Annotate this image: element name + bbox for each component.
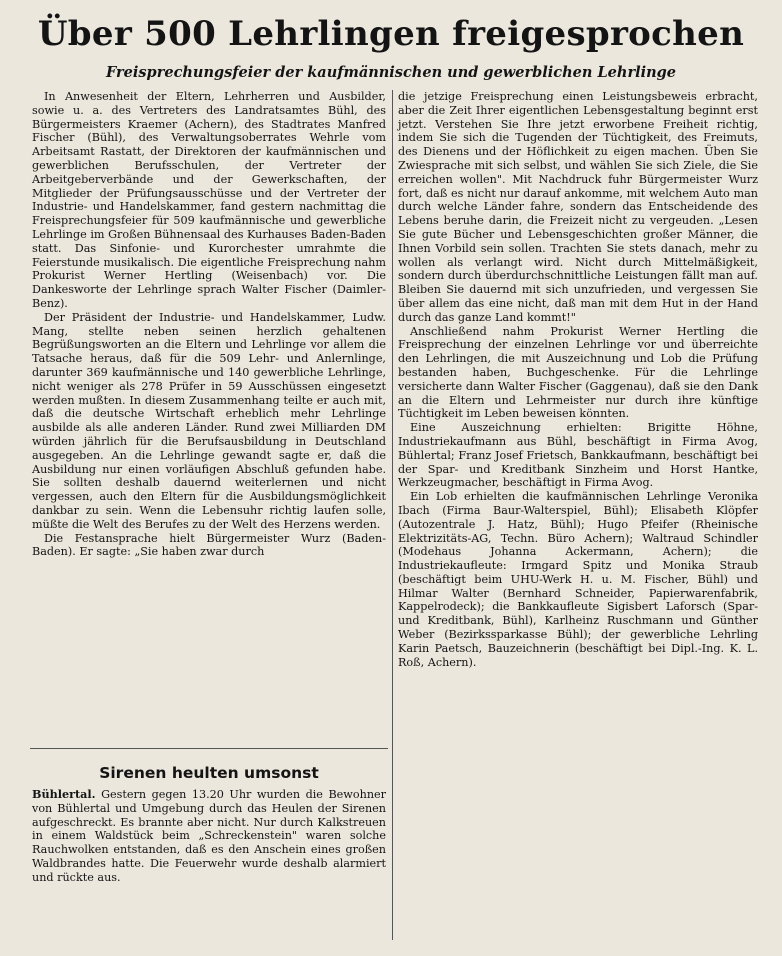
sub-article-title: Sirenen heulten umsonst [99, 764, 319, 782]
paragraph: die jetzige Freisprechung einen Leistungsbeweis erbracht, aber die Zeit Ihrer eigentlichen Lebensgestaltung beginnt erst jetzt. Verstehen Sie Ihre jetzt erworbene Freiheit richtig, indem Sie sich die Tugenden der Tüchtigkeit, des Freimuts, des Dienens und der Höflichkeit zu eigen machen. Üben Sie Zwiesprache mit sich selbst, und wählen Sie sich Ziele, die Sie erreichen wollen". Mit Nachdruck fuhr Bürgermeister Wurz fort, daß es nicht nur darauf ankomme, mit welchem Auto man durch welche Länder fahre, sondern das Entscheidende des Lebens beruhe darin, die Freizeit nicht zu vergeuden. „Lesen Sie gute Bücher und Lebensgeschichten großer Männer, die Ihnen Vorbild sein sollen. Trachten Sie stets danach, mehr zu wollen als verlangt wird. Nicht durch Mittelmäßigkeit, sondern durch überdurchschnittliche Leistungen fällt man auf. Bleiben Sie dauernd mit sich unzufrieden, und vergessen Sie über allem das eine nicht, daß man mit dem Hut in der Hand durch das ganze Land kommt!" [398, 90, 758, 324]
column-divider [392, 90, 393, 940]
paragraph: Anschließend nahm Prokurist Werner Hertling die Freisprechung der einzelnen Lehrlinge vor und überreichte den Lehrlingen, die mit Auszeichnung und Lob die Prüfung bestanden haben, Buchgeschenke. Für die Lehrlinge versicherte dann Walter Fischer (Gaggenau), daß sie den Dank an die Eltern und Lehrmeister nur durch ihre künftige Tüchtigkeit im Leben beweisen könnten. [398, 324, 758, 421]
paragraph: Ein Lob erhielten die kaufmännischen Lehrlinge Veronika Ibach (Firma Baur-Walterspiel, Bühl); Elisabeth Klöpfer (Autozentrale J. Hatz, Bühl); Hugo Pfeifer (Rheinische Elektrizitäts-AG, Techn. Büro Achern); Waltraud Schindler (Modehaus Johanna Ackermann, Achern); die Industriekaufleute: Irmgard Spitz und Monika Straub (beschäftigt beim UHU-Werk H. u. M. Fischer, Bühl) und Hilmar Walter (Bernhard Schneider, Papierwarenfabrik, Kappelrodeck); die Bankkaufleute Sigisbert Laforsch (Spar- und Kreditbank, Bühl), Karlheinz Ruschmann und Günther Weber (Bezirkssparkasse Bühl); der gewerbliche Lehrling Karin Paetsch, Bauzeichnerin (beschäftigt bei Dipl.-Ing. K. L. Roß, Achern). [398, 490, 758, 669]
paragraph [32, 788, 386, 885]
sub-article-body [32, 788, 386, 885]
article-subheadline: Freisprechungsfeier der kaufmännischen und gewerblichen Lehrlinge [105, 64, 677, 81]
paragraph: Die Festansprache hielt Bürgermeister Wurz (Baden-Baden). Er sagte: „Sie haben zwar durch [32, 531, 386, 559]
dateline: Bühlertal. [32, 787, 96, 801]
section-divider [30, 748, 388, 749]
left-column [32, 90, 386, 559]
paragraph: Der Präsident der Industrie- und Handelskammer, Ludw. Mang, stellte neben seinen herzlich gehaltenen Begrüßungsworten an die Eltern und Lehrlinge vor allem die Tatsache heraus, daß für die 509 Lehr- und Anlernlinge, darunter 369 kaufmännische und 140 gewerbliche Lehrlinge, nicht weniger als 278 Prüfer in 59 Ausschüssen eingesetzt werden mußten. In diesem Zusammenhang teilte er auch mit, daß die deutsche Wirtschaft erheblich mehr Lehrlinge ausbilde als alle anderen Länder. Rund zwei Milliarden DM würden jährlich für die Berufsausbildung in Deutschland ausgegeben. An die Lehrlinge gewandt sagte er, daß die Ausbildung nur einen vorläufigen Abschluß gefunden habe. Sie sollten deshalb dauernd weiterlernen und nicht vergessen, auch den Eltern für die Ausbildungsmöglichkeit dankbar zu sein. Wenn die Lebensuhr richtig laufen solle, müßte die Welt des Berufes zu der Welt des Herzens werden. [32, 310, 386, 531]
sub-article-text: Gestern gegen 13.20 Uhr wurden die Bewohner von Bühlertal und Umgebung durch das Heulen der Sirenen aufgeschreckt. Es brannte aber nicht. Nur durch Kalkstreuen in einem Waldstück beim „Schreckenstein" waren solche Rauchwolken entstanden, daß es den Anschein eines großen Waldbrandes hatte. Die Feuerwehr wurde deshalb alarmiert und rückte aus. [32, 788, 386, 884]
paragraph: Eine Auszeichnung erhielten: Brigitte Höhne, Industriekaufmann aus Bühl, beschäftigt in Firma Avog, Bühlertal; Franz Josef Frietsch, Bankkaufmann, beschäftigt bei der Spar- und Kreditbank Sinzheim und Horst Hantke, Werkzeugmacher, beschäftigt in Firma Avog. [398, 421, 758, 490]
paragraph: In Anwesenheit der Eltern, Lehrherren und Ausbilder, sowie u. a. des Vertreters des Landratsamtes Bühl, des Bürgermeisters Kraemer (Achern), des Stadtrates Manfred Fischer (Bühl), des Verwaltungsoberrates Wehrle vom Arbeitsamt Rastatt, der Direktoren der kaufmännischen und gewerblichen Berufsschulen, der Vertreter der Arbeitgeberverbände und der Gewerkschaften, der Mitglieder der Prüfungsausschüsse und der Vertreter der Industrie- und Handelskammer, fand gestern nachmittag die Freisprechungsfeier für 509 kaufmännische und gewerbliche Lehrlinge im Großen Bühnensaal des Kurhauses Baden-Baden statt. Das Sinfonie- und Kurorchester umrahmte die Feierstunde musikalisch. Die eigentliche Freisprechung nahm Prokurist Werner Hertling (Weisenbach) vor. Die Dankesworte der Lehrlinge sprach Walter Fischer (Daimler-Benz). [32, 90, 386, 310]
right-column [398, 90, 758, 669]
article-headline: Über 500 Lehrlingen freigesprochen [37, 14, 745, 54]
